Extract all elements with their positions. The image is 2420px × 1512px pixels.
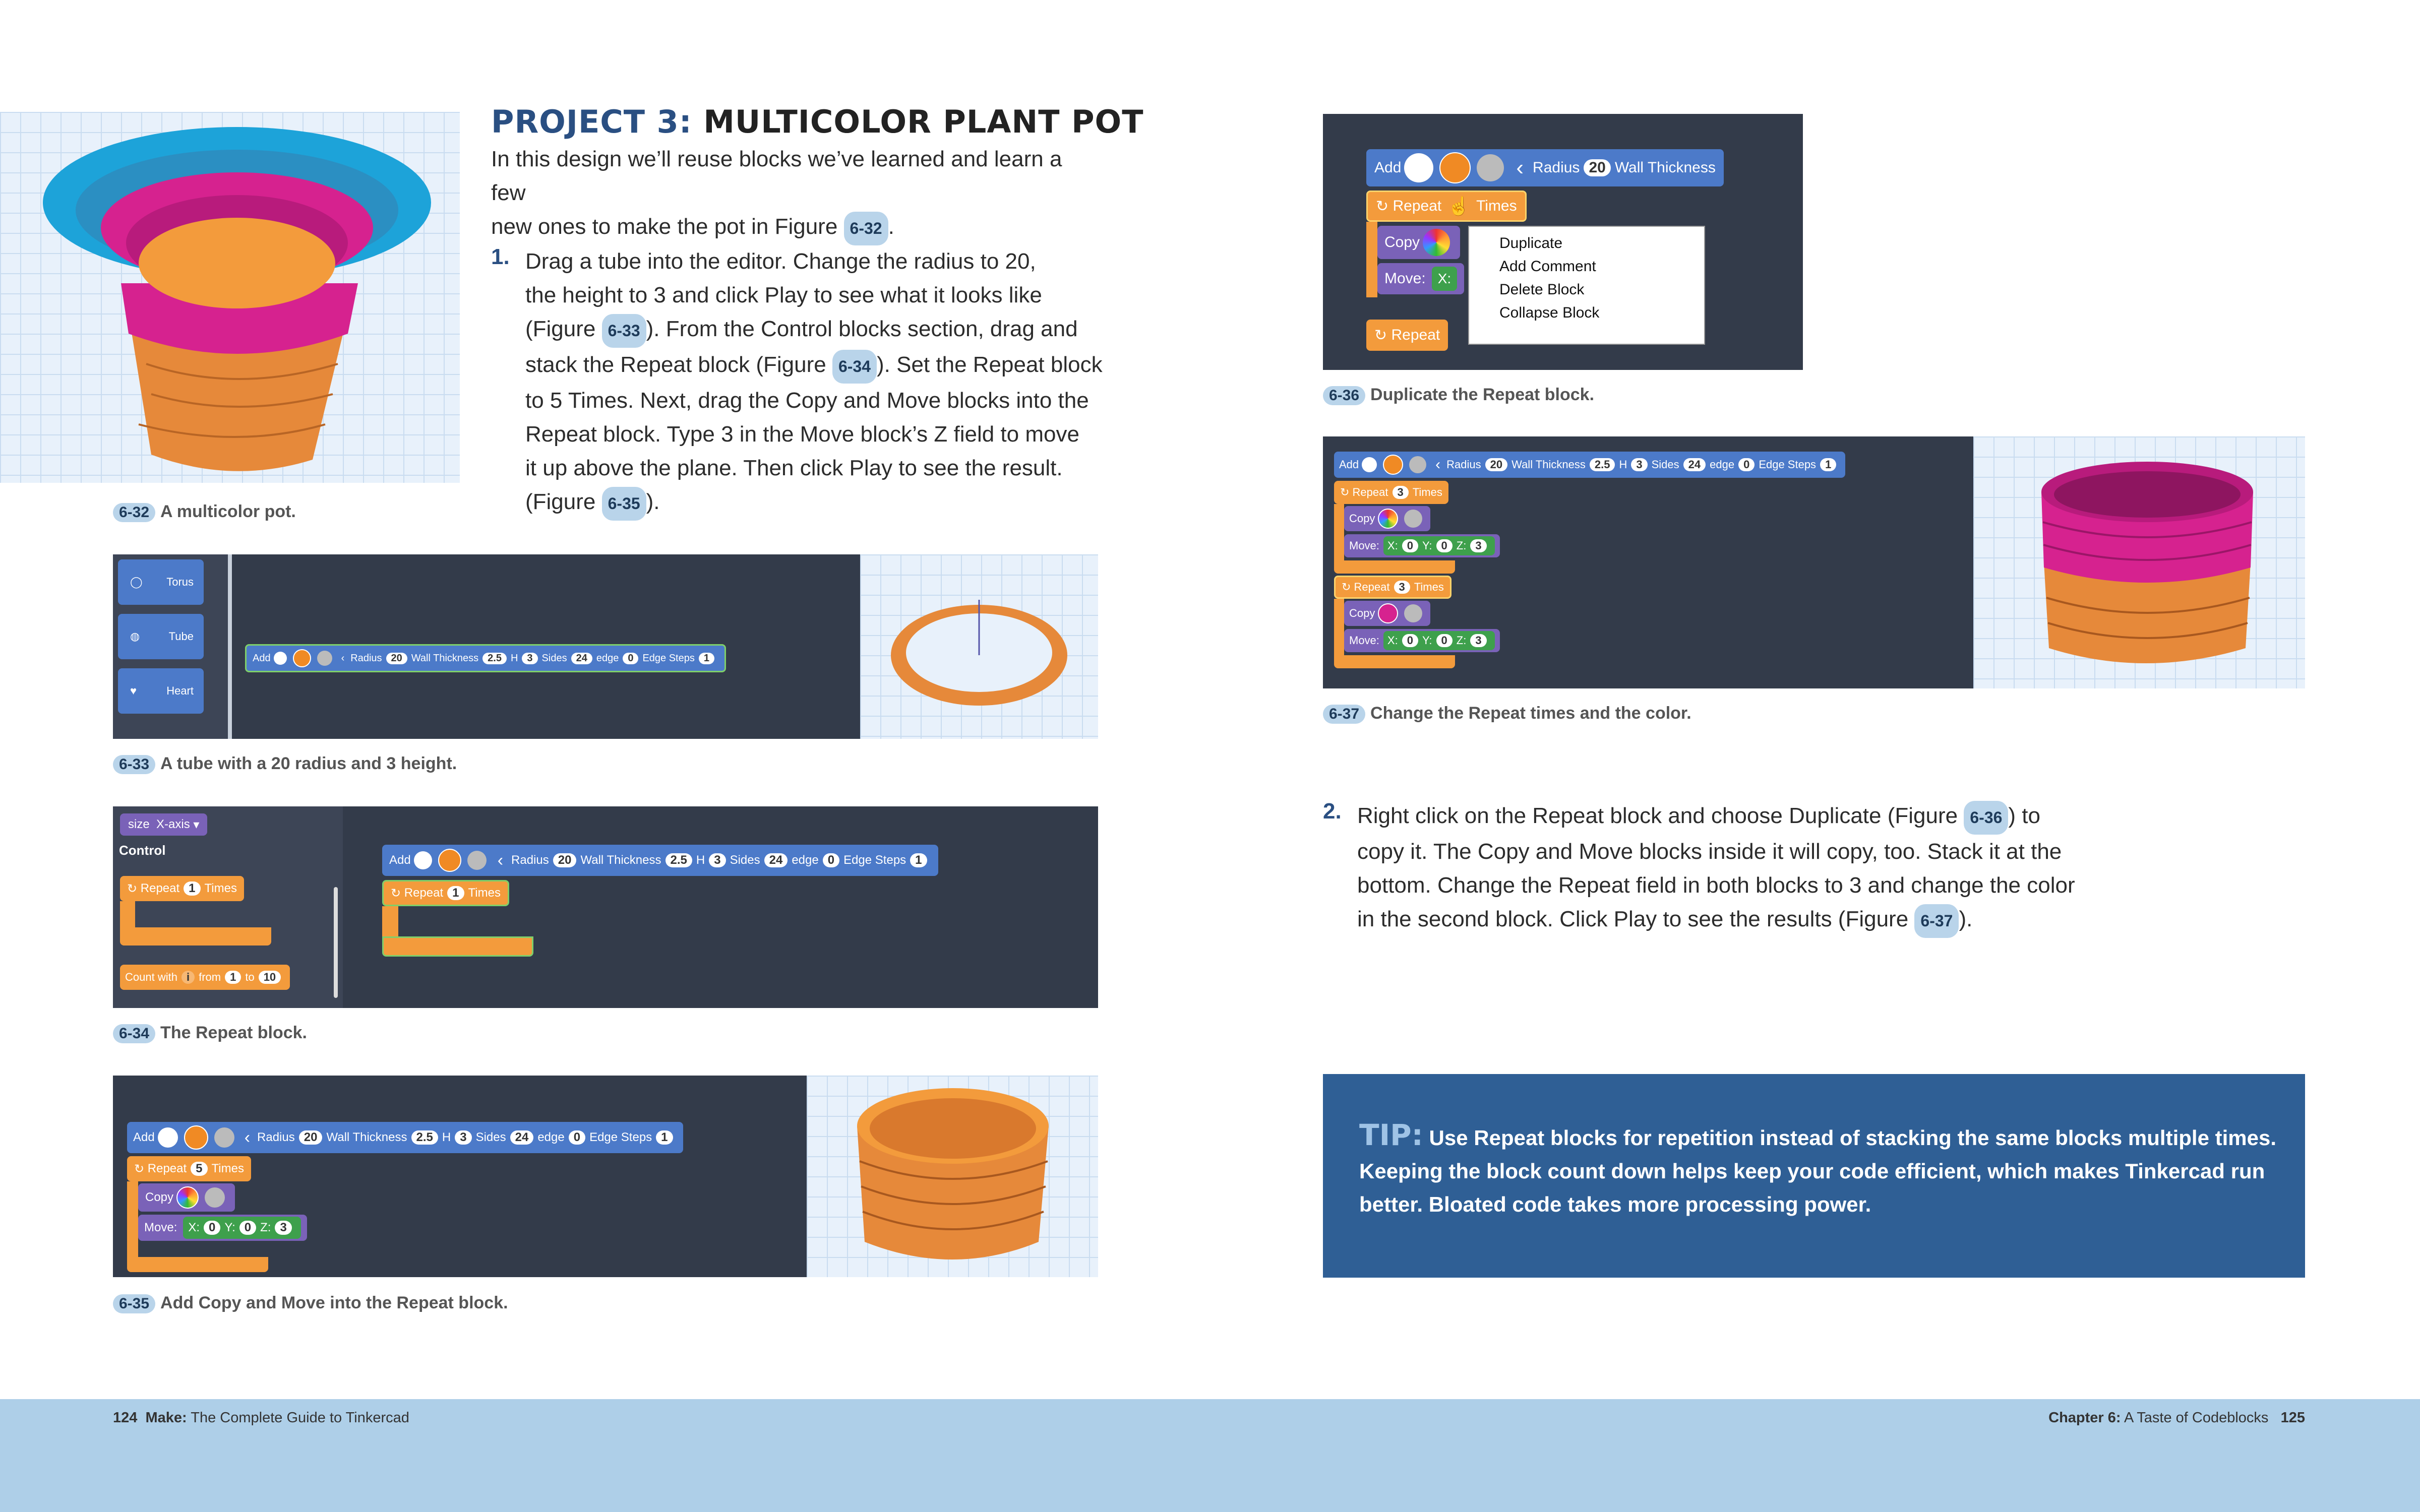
figure-6-34-image bbox=[113, 806, 1098, 1008]
move-xyz-fields: X: 0 Y: 0 Z: 3 bbox=[183, 1217, 300, 1239]
palette-scrollbar[interactable] bbox=[334, 887, 338, 998]
control-palette bbox=[113, 806, 343, 1008]
rainbow-color-icon[interactable] bbox=[1378, 509, 1398, 529]
hand-cursor-icon: ☝ bbox=[1447, 196, 1471, 216]
add-tube-block[interactable]: Add ‹ Radius 20 Wall Thickness 2.5 H 3 Sides 24 edge 0 Edge Steps 1 bbox=[127, 1122, 683, 1153]
menu-item-delete-block[interactable]: Delete Block bbox=[1499, 281, 1585, 298]
color-swatch[interactable] bbox=[184, 1125, 208, 1150]
figure-6-37-image bbox=[1323, 436, 1973, 688]
repeat-block-foot bbox=[127, 1257, 268, 1272]
move-block-1[interactable]: Move: X: 0 Y: 0 Z: 3 bbox=[1344, 534, 1500, 557]
hole-toggle-icon[interactable] bbox=[1409, 456, 1426, 473]
caption-6-34: 6-34 The Repeat block. bbox=[113, 1023, 307, 1043]
two-color-pot-render bbox=[1973, 436, 2305, 688]
caption-6-37: 6-37 Change the Repeat times and the color. bbox=[1323, 704, 1691, 724]
repeat-block-foot bbox=[382, 936, 533, 957]
hole-toggle-icon[interactable] bbox=[1477, 154, 1504, 181]
caption-6-32: 6-32 A multicolor pot. bbox=[113, 502, 296, 522]
figure-6-35-image bbox=[113, 1076, 807, 1277]
repeat-block-arm bbox=[1366, 222, 1377, 297]
color-swatch[interactable] bbox=[293, 649, 311, 667]
repeat-block-1[interactable]: ↻ Repeat 3 Times bbox=[1334, 481, 1448, 504]
step-1-number: 1. bbox=[491, 244, 510, 269]
collapse-chevron-icon[interactable]: ‹ bbox=[497, 850, 504, 870]
multicolor-pot-illustration bbox=[0, 112, 460, 483]
tube-icon: ◍ bbox=[130, 630, 140, 643]
sidebar-item-heart[interactable]: ♥ Heart bbox=[118, 668, 204, 714]
footer-right: Chapter 6: A Taste of Codeblocks 125 bbox=[2048, 1410, 2305, 1426]
menu-item-duplicate[interactable]: Duplicate bbox=[1499, 235, 1563, 251]
tube-icon bbox=[274, 652, 287, 665]
sidebar-divider bbox=[228, 554, 232, 739]
move-block[interactable]: Move: X: bbox=[1377, 263, 1464, 294]
repeat-block[interactable]: ↻ Repeat 5 Times bbox=[127, 1156, 251, 1181]
figure-6-35-render bbox=[807, 1076, 1098, 1277]
color-swatch[interactable] bbox=[1439, 152, 1471, 183]
copy-block-1[interactable]: Copy bbox=[1344, 506, 1430, 531]
repeat-block-2-foot bbox=[1334, 655, 1455, 668]
caption-6-35: 6-35 Add Copy and Move into the Repeat block. bbox=[113, 1293, 508, 1313]
repeat-block-1-foot bbox=[1334, 560, 1455, 574]
tube-icon bbox=[414, 851, 432, 869]
hole-toggle-icon[interactable] bbox=[205, 1187, 225, 1208]
repeat-block-arm bbox=[127, 1181, 138, 1257]
context-menu bbox=[1468, 226, 1705, 345]
repeat-block-1-arm bbox=[1334, 504, 1344, 570]
control-heading: Control bbox=[119, 843, 166, 858]
collapse-chevron-icon[interactable]: ‹ bbox=[1435, 456, 1441, 473]
rainbow-color-icon[interactable] bbox=[176, 1186, 199, 1209]
torus-icon: ◯ bbox=[130, 576, 143, 588]
color-swatch[interactable] bbox=[1383, 455, 1403, 475]
caption-6-36: 6-36 Duplicate the Repeat block. bbox=[1323, 385, 1594, 405]
rainbow-color-icon[interactable] bbox=[1423, 229, 1450, 256]
shape-sidebar bbox=[113, 554, 228, 739]
step-2-number: 2. bbox=[1323, 799, 1342, 824]
collapse-chevron-icon[interactable]: ‹ bbox=[341, 652, 345, 664]
repeat-block-2-arm bbox=[1334, 599, 1344, 664]
figure-6-36-image bbox=[1323, 114, 1803, 370]
add-tube-block[interactable]: Add ‹ Radius 20 Wall Thickness 2.5 H 3 Sides 24 edge 0 Edge Steps 1 bbox=[1334, 452, 1845, 478]
repeat-block-duplicate[interactable]: ↻ Repeat bbox=[1366, 320, 1448, 351]
add-tube-block[interactable]: Add ‹ Radius 20 Wall Thickness bbox=[1366, 149, 1724, 186]
tip-text: TIP: Use Repeat blocks for repetition instead of stacking the same blocks multiple times. Keeping the block count down helps keep your code efficient, which makes Tinkercad run better. Bloated code takes more processing power. bbox=[1359, 1118, 2276, 1216]
menu-item-collapse-block[interactable]: Collapse Block bbox=[1499, 304, 1600, 321]
sidebar-item-torus[interactable]: ◯ Torus bbox=[118, 559, 204, 605]
footer-left: 124 Make: The Complete Guide to Tinkercad bbox=[113, 1410, 409, 1426]
repeat-block-arm bbox=[382, 906, 398, 936]
figure-6-33-image bbox=[113, 554, 860, 739]
repeat-block[interactable]: ↻ Repeat ☝ Times bbox=[1366, 191, 1527, 222]
copy-block[interactable]: Copy bbox=[1377, 226, 1460, 259]
repeat-block-2[interactable]: ↻ Repeat 3 Times bbox=[1334, 576, 1451, 599]
repeat-block-palette[interactable]: ↻ Repeat 1 Times bbox=[120, 876, 244, 901]
page-title: PROJECT 3: MULTICOLOR PLANT POT bbox=[491, 103, 1144, 140]
repeat-block-foot bbox=[120, 927, 271, 946]
move-block-2[interactable]: Move: X: 0 Y: 0 Z: 3 bbox=[1344, 629, 1500, 652]
move-xyz-fields: X: 0 Y: 0 Z: 3 bbox=[1383, 536, 1495, 555]
sidebar-item-tube[interactable]: ◍ Tube bbox=[118, 614, 204, 659]
move-xyz-fields: X: 0 Y: 0 Z: 3 bbox=[1383, 631, 1495, 650]
hole-toggle-icon[interactable] bbox=[1404, 604, 1422, 622]
hole-toggle-icon[interactable] bbox=[317, 651, 332, 666]
copy-block-2[interactable]: Copy bbox=[1344, 601, 1430, 626]
move-block[interactable]: Move: X: 0 Y: 0 Z: 3 bbox=[138, 1215, 307, 1241]
copy-block[interactable]: Copy bbox=[138, 1183, 235, 1212]
caption-6-33: 6-33 A tube with a 20 radius and 3 height. bbox=[113, 754, 457, 774]
repeat-block-arm bbox=[120, 901, 135, 927]
tube-render bbox=[860, 554, 1098, 739]
tip-box bbox=[1323, 1074, 2305, 1278]
heart-icon: ♥ bbox=[130, 684, 137, 697]
repeat-block[interactable]: ↻ Repeat 1 Times bbox=[382, 880, 509, 906]
tube-icon bbox=[1404, 153, 1433, 182]
step-2-text: Right click on the Repeat block and choose Duplicate (Figure 6-36 ) to copy it. The Copy and Move blocks inside it will copy, too. Stack it at the bottom. Change the Repeat field in both blocks to 3 and change the color in the second block. Click Play to see the results (Figure 6-37 ). bbox=[1357, 799, 2275, 938]
stacked-tube-render bbox=[807, 1076, 1098, 1277]
hole-toggle-icon[interactable] bbox=[1404, 510, 1422, 528]
figure-6-33-render bbox=[860, 554, 1098, 739]
move-xyz-fields: X: bbox=[1432, 267, 1457, 291]
collapse-chevron-icon[interactable]: ‹ bbox=[1516, 155, 1524, 180]
hole-toggle-icon[interactable] bbox=[214, 1127, 234, 1148]
collapse-chevron-icon[interactable]: ‹ bbox=[244, 1127, 251, 1147]
menu-item-add-comment[interactable]: Add Comment bbox=[1499, 258, 1596, 275]
figure-6-37-render bbox=[1973, 436, 2305, 688]
color-swatch[interactable] bbox=[438, 849, 461, 872]
add-tube-block[interactable]: Add ‹ Radius 20 Wall Thickness 2.5 H 3 Sides 24 edge 0 Edge Steps 1 bbox=[245, 644, 726, 672]
count-with-block[interactable]: Count with i from 1 to 10 bbox=[120, 965, 290, 990]
step-1-text: Drag a tube into the editor. Change the radius to 20, the height to 3 and click Play to see what it looks like (Figure 6-33 ). From the Control blocks section, drag and stack the Repeat block (Figure 6-34 ). Set the Repeat block to 5 Times. Next, drag the Copy and Move blocks into the Repeat block. Type 3 in the Move block’s Z field to move it up above the plane. Then click Play to see the result. (Figure 6-35 ). bbox=[525, 244, 1110, 521]
size-axis-block[interactable]: size X-axis ▾ bbox=[120, 813, 207, 836]
hole-toggle-icon[interactable] bbox=[467, 851, 487, 870]
magenta-color-swatch[interactable] bbox=[1378, 603, 1398, 623]
tube-icon bbox=[1362, 457, 1377, 472]
tube-icon bbox=[158, 1127, 178, 1148]
intro-paragraph: In this design we’ll reuse blocks we’ve learned and learn a few new ones to make the pot in Figure 6-32 . bbox=[491, 142, 1096, 245]
figure-6-32-image bbox=[0, 112, 460, 483]
add-tube-block[interactable]: Add ‹ Radius 20 Wall Thickness 2.5 H 3 Sides 24 edge 0 Edge Steps 1 bbox=[382, 845, 938, 876]
